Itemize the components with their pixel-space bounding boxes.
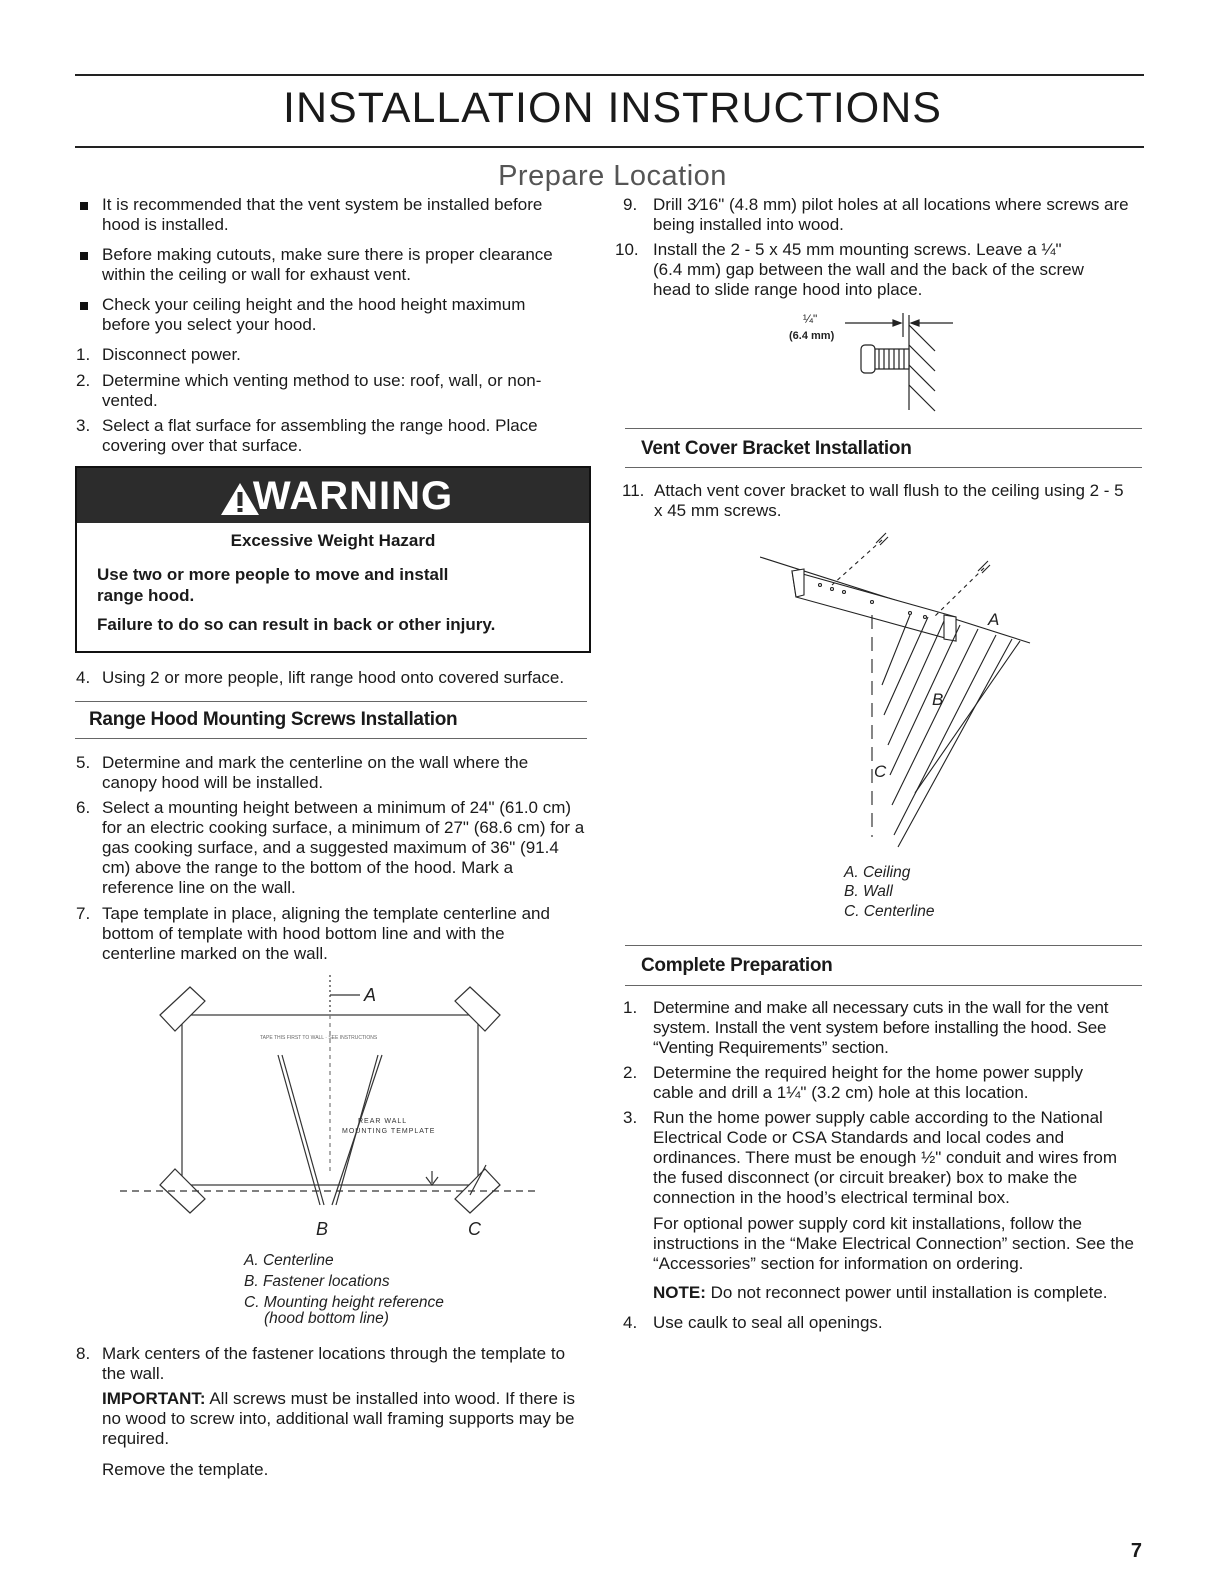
note-text: Do not reconnect power until installation is complete. — [705, 1283, 1108, 1302]
figure-caption: B. Wall — [844, 883, 893, 900]
step-number: 6. — [76, 798, 91, 817]
subhead-mounting-screws: Range Hood Mounting Screws Installation — [89, 709, 458, 730]
figure-caption: A. Ceiling — [844, 864, 911, 881]
step-text: Run the home power supply cable according to the National Electrical Code or CSA Standards and local codes and ordinances. There must be enough ½" conduit and wires from the fused disconnect (or circuit breaker) box to make the connection in the hood’s electrical terminal box. — [653, 1108, 1118, 1207]
subhead-complete-preparation: Complete Preparation — [641, 955, 833, 976]
subhead-rule — [625, 428, 1142, 429]
subhead-rule — [625, 467, 1142, 468]
step-number: 7. — [76, 904, 91, 923]
remove-template-text: Remove the template. — [102, 1460, 269, 1479]
warning-title: WARNING — [252, 474, 454, 518]
callout-a: A — [364, 985, 377, 1005]
step-number: 4. — [76, 668, 91, 687]
callout-b: B — [932, 690, 944, 709]
callout-b: B — [316, 1219, 329, 1239]
step-text: Use caulk to seal all openings. — [653, 1313, 883, 1332]
note-paragraph — [653, 1283, 1141, 1303]
note-label: NOTE: — [653, 1283, 706, 1302]
step-text: Determine and mark the centerline on the wall where the canopy hood will be installed. — [102, 753, 529, 792]
warning-line: Failure to do so can result in back or other injury. — [97, 615, 496, 634]
bullet-text: Before making cutouts, make sure there is proper clearance within the ceiling or wall for exhaust vent. — [102, 245, 553, 284]
important-paragraph — [102, 1389, 588, 1449]
step-number: 9. — [623, 195, 638, 214]
figure-caption: (hood bottom line) — [264, 1310, 389, 1327]
step-number: 1. — [623, 998, 638, 1017]
step-number: 11. — [622, 481, 645, 500]
callout-c: C — [874, 762, 887, 781]
subhead-rule — [625, 985, 1142, 986]
step-text: Tape template in place, aligning the template centerline and bottom of template with hood bottom line and with the centerline marked on the wall. — [102, 904, 550, 963]
vent-bracket-diagram — [760, 525, 1040, 860]
subhead-vent-cover: Vent Cover Bracket Installation — [641, 438, 912, 459]
step-number: 10. — [615, 240, 639, 259]
step-text: Determine and make all necessary cuts in the wall for the vent system. Install the vent system before installing the hood. See “Venting Requirements” section. — [653, 998, 1109, 1057]
step-number: 2. — [623, 1063, 638, 1082]
figure-caption: A. Centerline — [244, 1252, 334, 1269]
step-text: Determine which venting method to use: roof, wall, or non-vented. — [102, 371, 542, 410]
svg-text:TAPE THIS FIRST TO WALL · SEE: TAPE THIS FIRST TO WALL · SEE INSTRUCTIONS — [260, 1035, 378, 1041]
step-number: 4. — [623, 1313, 638, 1332]
warning-line: Use two or more people to move and install — [97, 565, 449, 584]
subhead-rule — [75, 701, 587, 702]
step-number: 5. — [76, 753, 91, 772]
step-number: 3. — [623, 1108, 638, 1127]
figure-caption: C. Mounting height reference — [244, 1294, 444, 1311]
bullet-text: It is recommended that the vent system be installed before hood is installed. — [102, 195, 543, 234]
subhead-rule — [625, 945, 1142, 946]
gap-label: ¼" — [803, 312, 818, 326]
template-label: MOUNTING TEMPLATE — [342, 1128, 436, 1135]
important-label: IMPORTANT: — [102, 1389, 206, 1408]
page-title: INSTALLATION INSTRUCTIONS — [283, 84, 942, 132]
bullet-text: Check your ceiling height and the hood height maximum before you select your hood. — [102, 295, 526, 334]
step-text: Drill 3⁄16" (4.8 mm) pilot holes at all locations where screws are being installed into wood. — [653, 195, 1129, 234]
step-number: 3. — [76, 416, 91, 435]
template-label: REAR WALL — [358, 1118, 408, 1125]
section-title: Prepare Location — [498, 160, 727, 192]
step-text: Attach vent cover bracket to wall flush to the ceiling using 2 - 5 x 45 mm screws. — [654, 481, 1124, 520]
optional-cord-text: For optional power supply cord kit installations, follow the instructions in the “Make Electrical Connection” section. See the “Accessories” section for information on ordering. — [653, 1214, 1134, 1273]
screw-gap-diagram — [775, 305, 965, 415]
step-number: 1. — [76, 345, 91, 364]
subhead-rule — [75, 738, 587, 739]
callout-c: C — [468, 1219, 481, 1239]
callout-a: A — [988, 610, 1000, 629]
step-text: Disconnect power. — [102, 345, 241, 364]
step-number: 2. — [76, 371, 91, 390]
step-text: Select a flat surface for assembling the range hood. Place covering over that surface. — [102, 416, 538, 455]
bullet-icon — [80, 202, 88, 210]
page-number: 7 — [1130, 1540, 1142, 1562]
step-text: Determine the required height for the home power supply cable and drill a 1¼" (3.2 cm) hole at this location. — [653, 1063, 1083, 1102]
title-rule — [75, 146, 1144, 148]
step-number: 8. — [76, 1344, 91, 1363]
template-diagram — [120, 975, 540, 1245]
important-text: All screws must be installed into wood. If there is no wood to screw into, additional wall framing supports may be required. — [102, 1389, 576, 1448]
step-text: Select a mounting height between a minimum of 24" (61.0 cm) for an electric cooking surface, a minimum of 27" (68.6 cm) for a gas cooking surface, and a suggested maximum of 36" (91.4 cm) above the range to the bottom of the hood. Mark a reference line on the wall. — [102, 798, 585, 897]
warning-line: range hood. — [97, 586, 195, 605]
warning-box — [75, 466, 591, 653]
header-rule — [75, 74, 1144, 76]
step-text: Using 2 or more people, lift range hood onto covered surface. — [102, 668, 565, 687]
bullet-icon — [80, 252, 88, 260]
figure-caption: C. Centerline — [844, 903, 935, 920]
figure-caption: B. Fastener locations — [244, 1273, 390, 1290]
gap-label: (6.4 mm) — [789, 330, 835, 342]
step-text: Install the 2 - 5 x 45 mm mounting screws. Leave a ¼" (6.4 mm) gap between the wall and the back of the screw head to slide range hood into place. — [653, 240, 1084, 299]
step-text: Mark centers of the fastener locations through the template to the wall. — [102, 1344, 566, 1383]
warning-hazard: Excessive Weight Hazard — [230, 531, 436, 550]
bullet-icon — [80, 302, 88, 310]
